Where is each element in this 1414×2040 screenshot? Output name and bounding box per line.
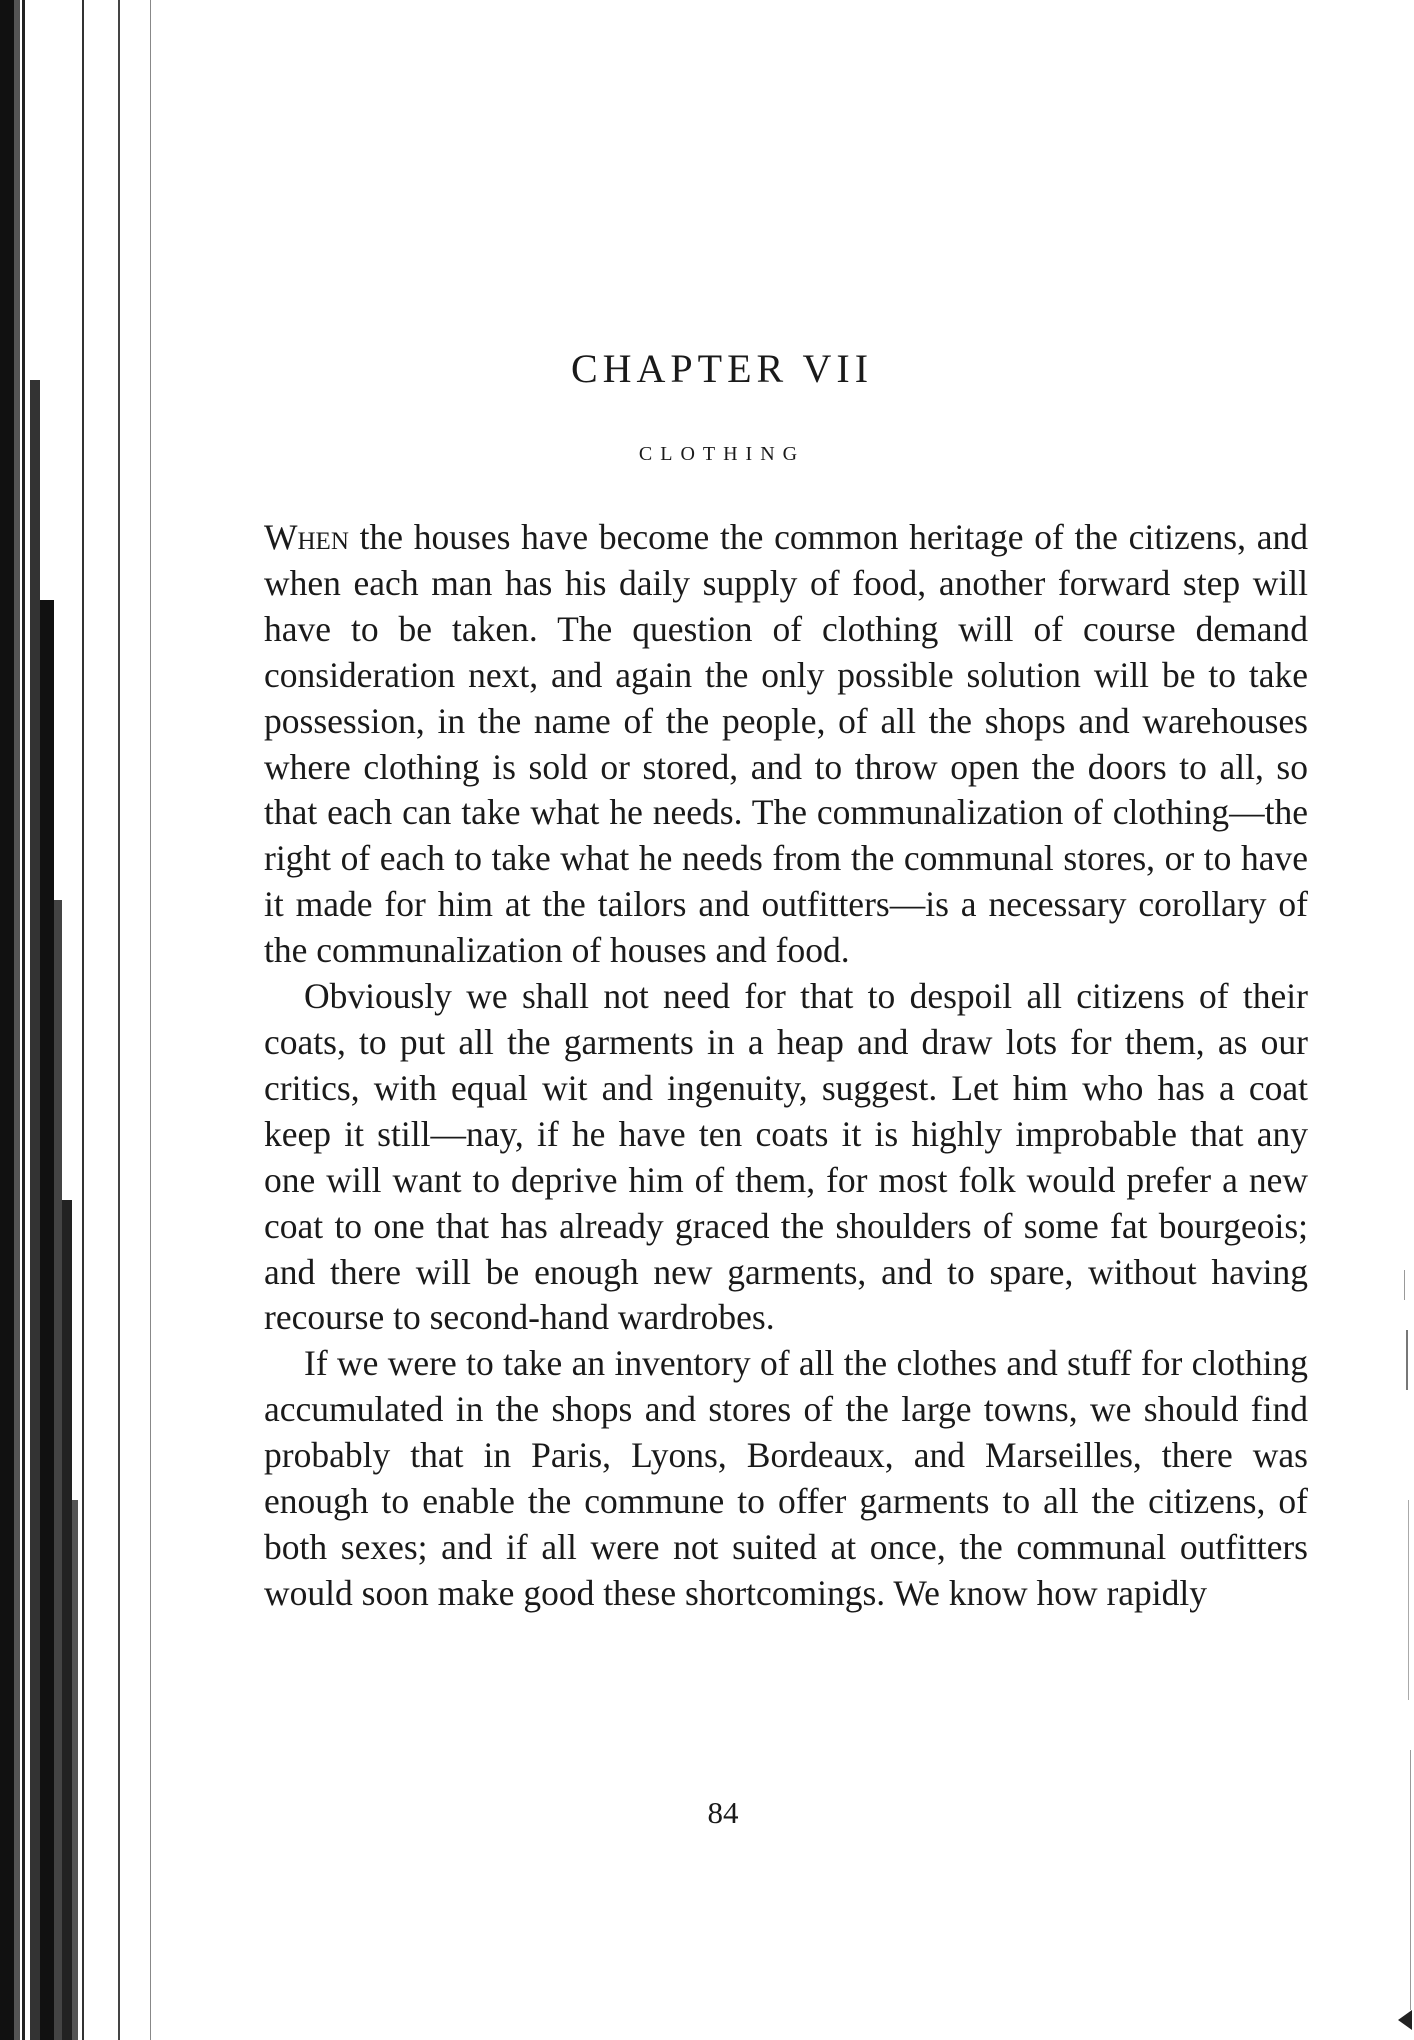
chapter-title: CHAPTER VII — [570, 346, 874, 391]
paragraph-3: If we were to take an inventory of all the clothes and stuff for clothing accumulated in the shops and stores of the large towns, we should find probably that in Paris, Lyons, Bordeaux, and Marseilles, there was enough to enable the commune to offer garments to all the citizens, of both sexes; and if all were not suited at once, the communal outfitters would soon make good these shortcomings. We know how rapidly — [264, 1343, 1308, 1613]
paragraph-2: Obviously we shall not need for that to despoil all citizens of their coats, to put all the garments in a heap and draw lots for them, as our critics, with equal wit and ingenuity, suggest. Let him who has a coat keep it still—nay, if he have ten coats it is highly improbable that any one will want to deprive him of them, for most folk would prefer a new coat to one that has already graced the shoulders of some fat bourgeois; and there will be enough new garments, and to spare, without having recourse to second-hand wardrobes. — [264, 976, 1308, 1338]
book-gutter-shadow — [0, 0, 160, 2040]
body-text — [264, 515, 1308, 1617]
page-number: 84 — [707, 1795, 739, 1830]
paragraph-1 — [264, 515, 1308, 974]
page-edge-marks — [1384, 1250, 1414, 2040]
paragraph-lead-word: When — [264, 517, 349, 557]
paragraph-1-text: the houses have become the common heritage of the citizens, and when each man has his daily supply of food, another forward step will have to be taken. The question of clothing will of course demand consideration next, and again the only possible solution will be to take possession, in the name of the people, of all the shops and warehouses where clothing is sold or stored, and to throw open the doors to all, so that each can take what he needs. The communalization of clothing—the right of each to take what he needs from the communal stores, or to have it made for him at the tailors and outfitters—is a necessary corollary of the communalization of houses and food. — [264, 517, 1308, 971]
chapter-subtitle: CLOTHING — [638, 443, 806, 465]
